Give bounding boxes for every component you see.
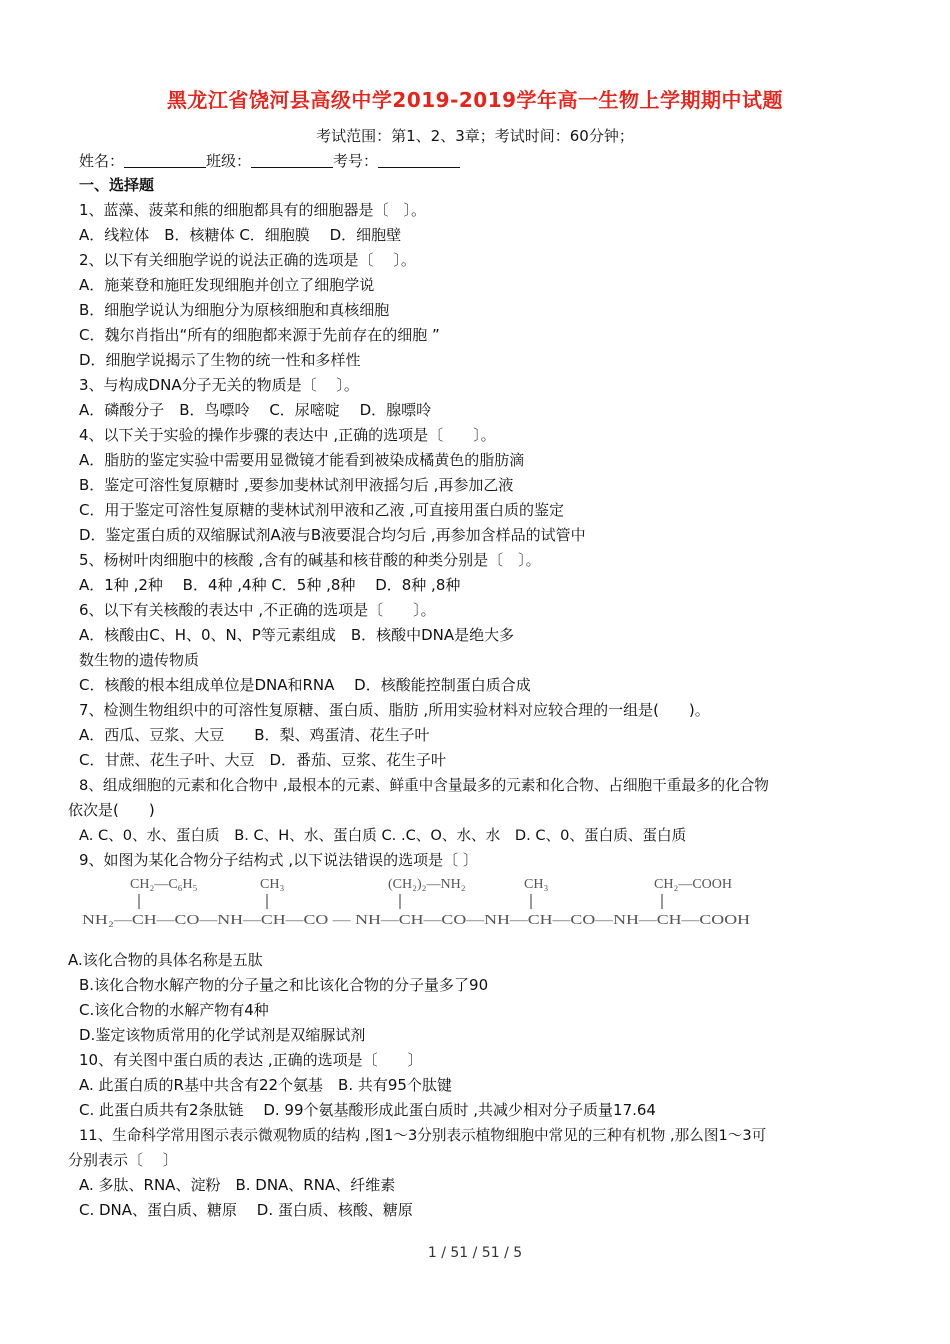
- option-line: C．甘蔗、花生子叶、大豆 D．番茄、豆浆、花生子叶: [79, 751, 447, 769]
- option-line: B.该化合物水解产物的分子量之和比该化合物的分子量多了90: [79, 976, 489, 994]
- question-text: 分别表示〔 〕: [68, 1151, 178, 1169]
- exam-scope: 考试范围：第1、2、3章；考试时间：60分钟；: [316, 127, 634, 145]
- option-line: 数生物的遗传物质: [79, 651, 200, 669]
- peptide-backbone: NH₂—CH—CO—NH—CH—CO — NH—CH—CO—NH—CH—CO—NH—CH—COOH: [82, 913, 750, 928]
- option-line: C. 此蛋白质共有2条肽链 D. 99个氨基酸形成此蛋白质时 ,共减少相对分子质量17.64: [79, 1101, 656, 1119]
- option-line: B．细胞学说认为细胞分为原核细胞和真核细胞: [79, 301, 390, 319]
- question-text: 依次是( ): [68, 801, 155, 819]
- question-text: 4、以下关于实验的操作步骤的表达中 ,正确的选项是〔 〕。: [79, 426, 496, 444]
- option-line: A．磷酸分子 B．鸟嘌呤 C．尿嘧啶 D．腺嘌呤: [79, 401, 432, 419]
- r-group-2: CH₃: [260, 877, 285, 892]
- option-line: A．1种 ,2种 B．4种 ,4种 C．5种 ,8种 D．8种 ,8种: [79, 576, 461, 594]
- option-line: A．脂肪的鉴定实验中需要用显微镜才能看到被染成橘黄色的脂肪滴: [79, 451, 525, 469]
- question-text: 10、有关图中蛋白质的表达 ,正确的选项是〔 〕: [79, 1051, 423, 1069]
- option-line: C．魏尔肖指出“所有的细胞都来源于先前存在的细胞 ”: [79, 326, 440, 344]
- option-line: C. DNA、蛋白质、糖原 D. 蛋白质、核酸、糖原: [79, 1201, 413, 1219]
- class-label: 班级：: [206, 152, 252, 170]
- number-blank[interactable]: [378, 153, 460, 168]
- question-text: 9、如图为某化合物分子结构式 ,以下说法错误的选项是〔 〕: [79, 851, 478, 869]
- peptide-structure-formula: [82, 872, 772, 934]
- option-line: C．用于鉴定可溶性复原糖的斐林试剂甲液和乙液 ,可直接用蛋白质的鉴定: [79, 501, 565, 519]
- r-group-1: CH₂—C₆H₅: [130, 877, 198, 892]
- question-text: 2、以下有关细胞学说的说法正确的选项是〔 〕。: [79, 251, 416, 269]
- section-heading: 一、选择题: [79, 176, 155, 194]
- option-line: A. 多肽、RNA、淀粉 B. DNA、RNA、纤维素: [79, 1176, 396, 1194]
- option-line: A．西瓜、豆浆、大豆 B．梨、鸡蛋清、花生子叶: [79, 726, 430, 744]
- document-title: 黑龙江省饶河县高级中学2019-2019学年高一生物上学期期中试题: [166, 88, 784, 112]
- option-line: D．细胞学说揭示了生物的统一性和多样性: [79, 351, 361, 369]
- option-line: C．核酸的根本组成单位是DNA和RNA D．核酸能控制蛋白质合成: [79, 676, 531, 694]
- option-line: A. 此蛋白质的R基中共含有22个氨基 B. 共有95个肽键: [79, 1076, 452, 1094]
- option-line: A. C、0、水、蛋白质 B. C、H、水、蛋白质 C. .C、O、水、水 D. C、0、蛋白质、蛋白质: [79, 827, 687, 844]
- name-blank[interactable]: [124, 153, 206, 168]
- option-line: D.鉴定该物质常用的化学试剂是双缩脲试剂: [79, 1026, 366, 1044]
- bond-lines: [139, 894, 662, 909]
- question-text: 6、以下有关核酸的表达中 ,不正确的选项是〔 〕。: [79, 601, 436, 619]
- option-line: B．鉴定可溶性复原糖时 ,要参加斐林试剂甲液摇匀后 ,再参加乙液: [79, 476, 514, 494]
- question-text: 5、杨树叶肉细胞中的核酸 ,含有的碱基和核苷酸的种类分别是〔 〕。: [79, 551, 541, 569]
- number-label: 考号：: [333, 152, 379, 170]
- question-text: 7、检测生物组织中的可溶性复原糖、蛋白质、脂肪 ,所用实验材料对应较合理的一组是( )。: [79, 701, 710, 719]
- option-line: A．线粒体 B．核糖体 C．细胞膜 D．细胞壁: [79, 226, 402, 244]
- option-line: A．施莱登和施旺发现细胞并创立了细胞学说: [79, 276, 375, 294]
- option-line: A.该化合物的具体名称是五肽: [68, 951, 263, 969]
- option-line: A．核酸由C、H、0、N、P等元素组成 B．核酸中DNA是绝大多: [79, 626, 515, 644]
- option-line: D．鉴定蛋白质的双缩脲试剂A液与B液要混合均匀后 ,再参加含样品的试管中: [79, 526, 586, 544]
- page-number: 1 / 51 / 51 / 5: [427, 1245, 523, 1261]
- class-blank[interactable]: [251, 153, 333, 168]
- student-info-row: [79, 150, 460, 171]
- question-text: 11、生命科学常用图示表示微观物质的结构 ,图1～3分别表示植物细胞中常见的三种有机物 ,那么图1～3可: [79, 1127, 767, 1144]
- option-line: C.该化合物的水解产物有4种: [79, 1001, 269, 1019]
- r-group-5: CH₂—COOH: [654, 877, 732, 892]
- r-group-4: CH₃: [524, 877, 549, 892]
- r-group-3: (CH₂)₂—NH₂: [388, 877, 466, 892]
- name-label: 姓名：: [79, 152, 125, 170]
- question-text: 1、蓝藻、菠菜和熊的细胞都具有的细胞器是〔 〕。: [79, 201, 427, 219]
- question-text: 8、组成细胞的元素和化合物中 ,最根本的元素、鲜重中含量最多的元素和化合物、占细胞干重最多的化合物: [79, 777, 769, 794]
- question-text: 3、与构成DNA分子无关的物质是〔 〕。: [79, 376, 359, 394]
